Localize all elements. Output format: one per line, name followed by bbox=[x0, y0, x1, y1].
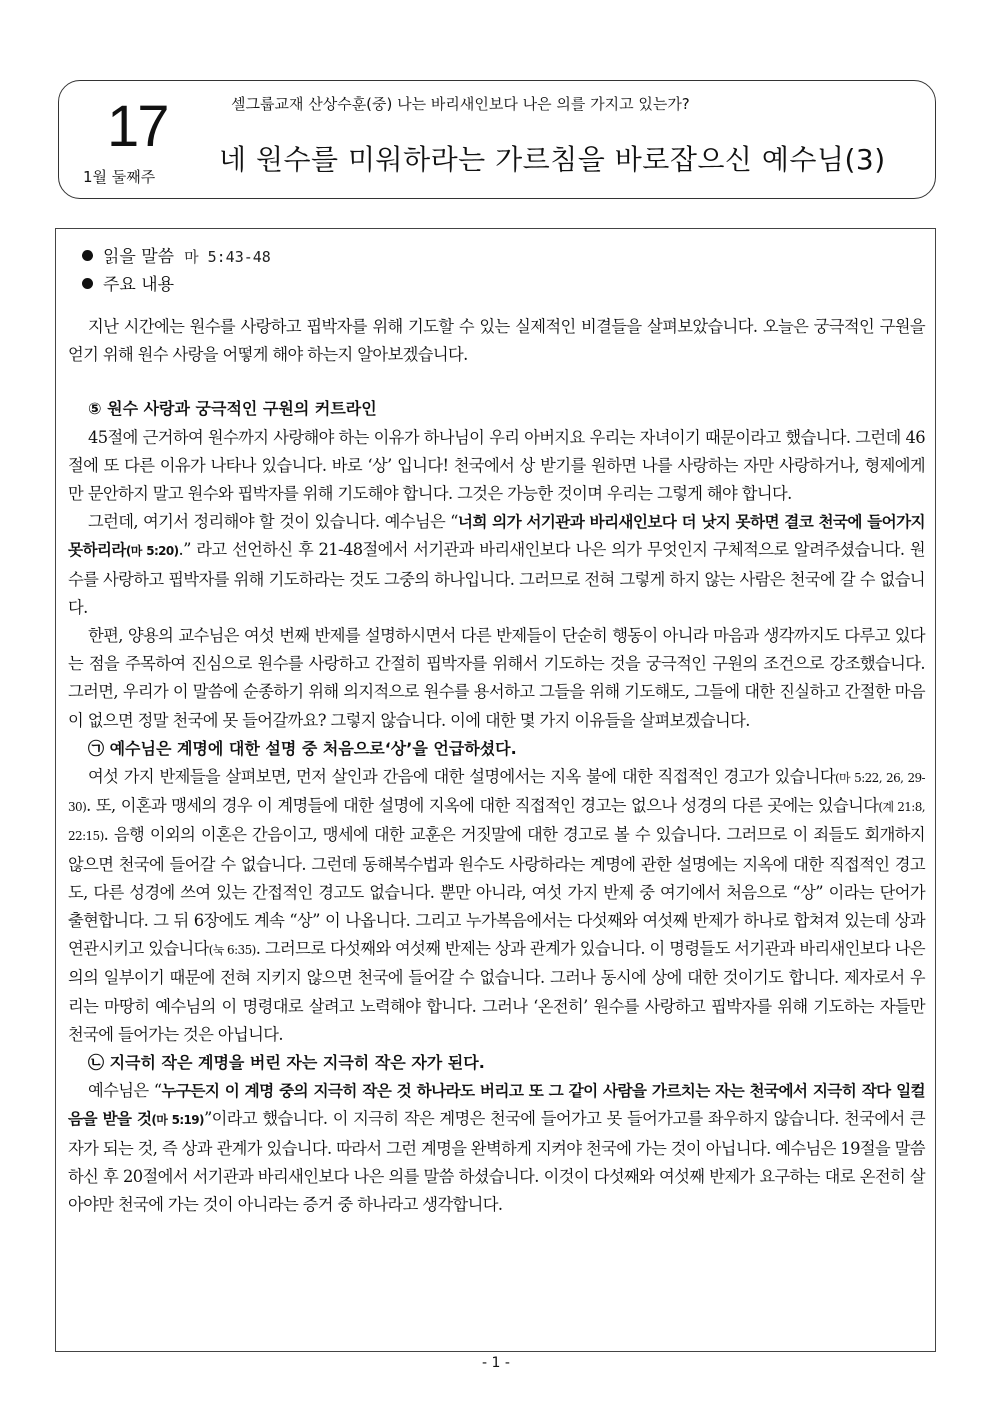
paragraph: 예수님은 “누구든지 이 계명 중의 지극히 작은 것 하나라도 버리고 또 그 같이 사람을 가르치는 자는 천국에서 지극히 작다 일컬음을 받을 것(마 5:19)”이라고 했습니다. 이 지극히 작은 계명은 천국에 들어가고 못 들어가고를 좌우하지 않습니다. 천국에서 큰 자가 되는 것, 즉 상과 관계가 있습니다. 따라서 그런 계명을 완벽하게 지켜야 천국에 가는 것이 아닙니다. 예수님은 19절을 말씀하신 후 20절에서 서기관과 바리새인보다 나은 의를 말씀 하셨습니다. 이것이 다섯째와 여섯째 반제가 요구하는 대로 온전히 살아야만 천국에 가는 것이 아니라는 증거 중 하나라고 생각합니다. bbox=[68, 1081, 926, 1215]
bullet-icon bbox=[82, 250, 93, 261]
page-title: 네 원수를 미워하라는 가르침을 바로잡으신 예수님(3) bbox=[219, 143, 886, 176]
bullet-icon bbox=[82, 278, 93, 289]
verse-ref: (마 5:22, 26, 29-30) bbox=[68, 771, 925, 815]
paragraph: 그런데, 여기서 정리해야 할 것이 있습니다. 예수님은 “너희 의가 서기관과 바리새인보다 더 낫지 못하면 결코 천국에 들어가지 못하리라(마 5:20).” 라고 선언하신 후 21-48절에서 서기관과 바리새인보다 나은 의가 무엇인지 구체적으로 알려주셨습니다. 원수를 사랑하고 핍박자를 위해 기도하라는 것도 그중의 하나입니다. 그러므로 전혀 그렇게 하지 않는 사람은 천국에 갈 수 없습니다. bbox=[68, 512, 925, 617]
reading-label: 읽을 말씀 bbox=[103, 247, 175, 267]
verse-ref: (마 5:19) bbox=[151, 1113, 204, 1128]
quote-bold: 누구든지 이 계명 중의 지극히 작은 것 하나라도 버리고 또 그 같이 사람을 가르치는 자는 천국에서 지극히 작다 일컬음을 받을 것 bbox=[68, 1082, 926, 1129]
content-box bbox=[55, 228, 936, 1352]
quote-bold: 너희 의가 서기관과 바리새인보다 더 낫지 못하면 결코 천국에 들어가지 못하리라 bbox=[68, 513, 925, 560]
verse-ref: (마 5:20) bbox=[125, 544, 179, 559]
series-line: 셀그룹교재 산상수훈(중) 나는 바리새인보다 나은 의를 가지고 있는가? bbox=[231, 95, 690, 113]
main-label: 주요 내용 bbox=[103, 275, 175, 295]
verse-ref: (계 21:8, 22:15) bbox=[68, 800, 925, 844]
section-heading: ⑤ 원수 사랑과 궁극적인 구원의 커트라인 bbox=[88, 399, 377, 419]
paragraph: 한편, 양용의 교수님은 여섯 번째 반제를 설명하시면서 다른 반제들이 단순히 행동이 아니라 마음과 생각까지도 다루고 있다는 점을 주목하여 진심으로 원수를 사랑하고 간절히 핍박자를 위해서 기도하는 것을 궁극적인 구원의 조건으로 강조했습니다. 그러면, 우리가 이 말씀에 순종하기 위해 의지적으로 원수를 용서하고 그들을 위해 기도해도, 그들에 대한 진실하고 간절한 마음이 없으면 정말 천국에 못 들어갈까요? 그렇지 않습니다. 이에 대한 몇 가지 이유들을 살펴보겠습니다. bbox=[68, 626, 925, 730]
reading-line bbox=[68, 243, 925, 271]
verse-ref: (눅 6:35) bbox=[208, 943, 256, 958]
paragraph: 여섯 가지 반제들을 살펴보면, 먼저 살인과 간음에 대한 설명에서는 지옥 불에 대한 직접적인 경고가 있습니다(마 5:22, 26, 29-30). 또, 이혼과 맹세의 경우 이 계명들에 대한 설명에 지옥에 대한 직접적인 경고는 없으나 성경의 다른 곳에는 있습니다(계 21:8, 22:15). 음행 이외의 이혼은 간음이고, 맹세에 대한 교훈은 거짓말에 대한 경고로 볼 수 있습니다. 그러므로 이 죄들도 회개하지 않으면 천국에 들어갈 수 없습니다. 그런데 동해복수법과 원수도 사랑하라는 계명에 관한 설명에는 지옥에 대한 직접적인 경고도, 다른 성경에 쓰여 있는 간접적인 경고도 없습니다. 뿐만 아니라, 여섯 가지 반제 중 여기에서 처음으로 “상” 이라는 단어가 출현합니다. 그 뒤 6장에도 계속 “상” 이 나옵니다. 그리고 누가복음에서는 다섯째와 여섯째 반제가 하나로 합쳐져 있는데 상과 연관시키고 있습니다(눅 6:35). 그러므로 다섯째와 여섯째 반제는 상과 관계가 있습니다. 이 명령들도 서기관과 바리새인보다 나은 의의 일부이기 때문에 전혀 지키지 않으면 천국에 들어갈 수 없습니다. 그러나 동시에 상에 대한 것이기도 합니다. 제자로서 우리는 마땅히 예수님의 이 명령대로 살려고 노력해야 합니다. 그러나 ‘온전히’ 원수를 사랑하고 핍박자를 위해 기도하는 자들만 천국에 들어가는 것은 아닙니다. bbox=[68, 767, 926, 1044]
week-label: 1월 둘째주 bbox=[83, 168, 156, 186]
main-label-line bbox=[68, 271, 925, 299]
lesson-number: 17 bbox=[107, 94, 168, 159]
point-heading: ㉡ 지극히 작은 계명을 버린 자는 지극히 작은 자가 된다. bbox=[88, 1053, 485, 1073]
reading-ref: 마 5:43-48 bbox=[184, 248, 271, 266]
page-number: - 1 - bbox=[482, 1355, 510, 1371]
intro-paragraph: 지난 시간에는 원수를 사랑하고 핍박자를 위해 기도할 수 있는 실제적인 비결들을 살펴보았습니다. 오늘은 궁극적인 구원을 얻기 위해 원수 사랑을 어떻게 해야 하는지 알아보겠습니다. bbox=[68, 317, 925, 365]
point-heading: ㉠ 예수님은 계명에 대한 설명 중 처음으로‘상’을 언급하셨다. bbox=[88, 738, 517, 758]
paragraph: 45절에 근거하여 원수까지 사랑해야 하는 이유가 하나님이 우리 아버지요 우리는 자녀이기 때문이라고 했습니다. 그런데 46절에 또 다른 이유가 나타나 있습니다. 바로 ‘상’ 입니다! 천국에서 상 받기를 원하면 나를 사랑하는 자만 사랑하거나, 형제에게만 문안하지 말고 원수와 핍박자를 위해 기도해야 합니다. 그것은 가능한 것이며 우리는 그렇게 해야 합니다. bbox=[68, 427, 925, 504]
lesson-header bbox=[58, 80, 936, 199]
